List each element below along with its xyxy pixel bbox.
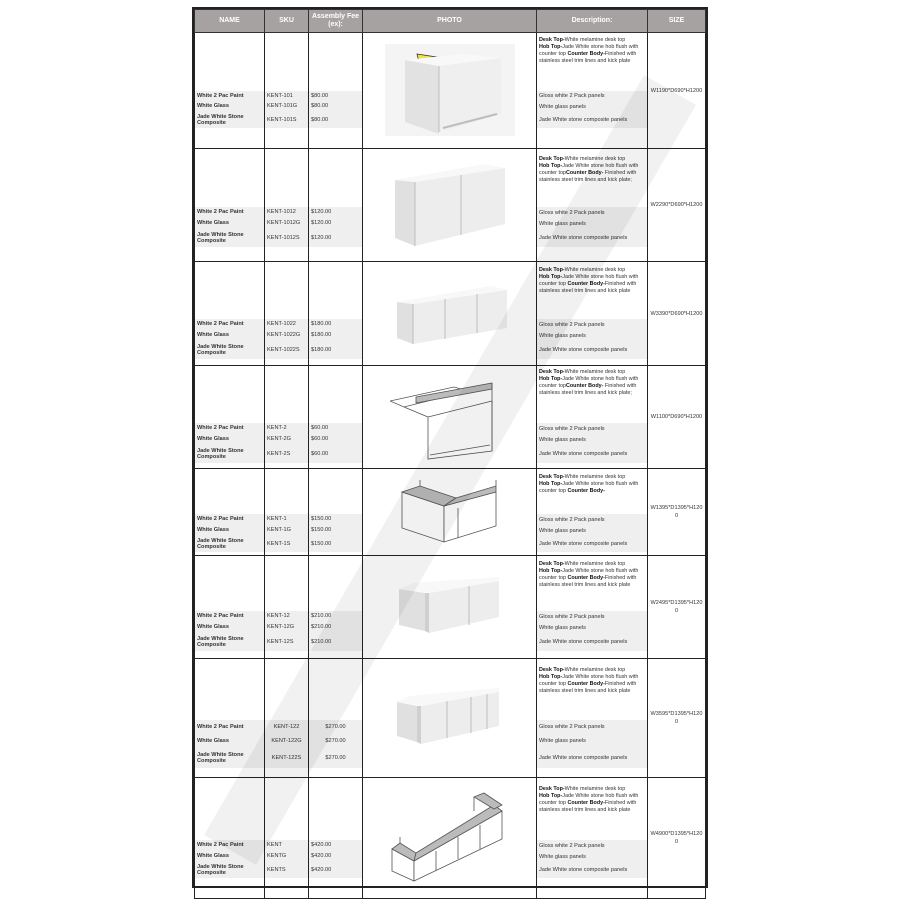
photo-cell xyxy=(363,659,537,778)
desc-text: Jade White stone hob flush with counter top xyxy=(539,793,639,806)
desc-text: Jade White stone hob flush with counter top xyxy=(539,481,639,494)
variant-fee: $120.00 xyxy=(311,220,332,227)
reception-desk-three-panel-rendered-image xyxy=(385,278,515,350)
desc-text: Finished with stainless steel trim lines and kick plate xyxy=(539,681,637,694)
variant-description: White glass panels xyxy=(539,103,586,110)
desc-label: Counter Body- xyxy=(567,51,605,57)
variant-sku: KENT-101S xyxy=(267,116,297,123)
photo-cell xyxy=(363,262,537,366)
variant-description: Jade White stone composite panels xyxy=(539,541,628,547)
desc-text: Finished with stainless steel trim lines and kick plate; xyxy=(539,383,637,396)
size-value: W3390*D690*H1200 xyxy=(650,310,703,317)
desc-label: Desk Top- xyxy=(539,369,565,375)
variant-description: Gloss white 2 Pack panels xyxy=(539,842,605,849)
variant-fee: $120.00 xyxy=(311,209,332,216)
variant-sku: KENT-12S xyxy=(267,638,294,645)
size-value: W1100*D690*H1200 xyxy=(650,414,703,420)
photo-cell xyxy=(363,149,537,262)
desc-label: Counter Body- xyxy=(567,800,605,806)
variant-name: White Glass xyxy=(197,103,230,110)
variant-sku: KENT xyxy=(267,842,282,849)
name-cell xyxy=(195,778,265,899)
size-cell xyxy=(648,33,706,149)
header-size: SIZE xyxy=(648,10,706,33)
desc-label: Hob Top- xyxy=(539,376,563,382)
desc-text: Finished with stainless steel trim lines and kick plate xyxy=(539,575,637,588)
variant-sku: KENT-2 xyxy=(267,425,287,432)
variant-fee: $80.00 xyxy=(311,103,329,110)
description-cell xyxy=(537,469,648,556)
variant-sku: KENT-1022G xyxy=(267,332,301,339)
desc-label: Desk Top- xyxy=(539,37,565,43)
variant-name: Jade White Stone Composite xyxy=(197,751,244,764)
desc-text: Finished with stainless steel trim lines and kick plate xyxy=(539,800,637,813)
variant-name: White Glass xyxy=(197,436,230,443)
variant-name: Jade White Stone Composite xyxy=(197,447,244,460)
variant-sku: KENT-2G xyxy=(267,436,291,443)
variant-fee: $80.00 xyxy=(311,116,329,123)
variant-name: White Glass xyxy=(197,853,230,860)
variant-sku: KENT-12 xyxy=(267,613,290,620)
sku-cell xyxy=(265,33,309,149)
variant-name: White Glass xyxy=(197,527,230,534)
variant-fee: $270.00 xyxy=(325,754,346,761)
desc-label: Desk Top- xyxy=(539,156,565,162)
variant-fee: $120.00 xyxy=(311,234,332,241)
photo-cell xyxy=(363,778,537,899)
desc-label: Hob Top- xyxy=(539,163,563,169)
variant-fee: $150.00 xyxy=(311,540,332,547)
reception-desk-line-drawing-u-shape-image xyxy=(390,791,510,885)
variant-sku: KENT-1G xyxy=(267,527,291,534)
desc-text: White melamine desk top xyxy=(564,786,626,792)
variant-fee: $60.00 xyxy=(311,425,329,432)
variant-name: Jade White Stone Composite xyxy=(197,863,244,876)
sku-cell xyxy=(265,778,309,899)
desc-text: Jade White stone hob flush with counter top xyxy=(539,163,639,176)
variant-fee: $420.00 xyxy=(311,853,332,860)
product-row xyxy=(195,149,706,262)
variant-name: White 2 Pac Paint xyxy=(197,842,244,849)
size-value: W2290*D690*H1200 xyxy=(650,202,703,208)
desc-text: White melamine desk top xyxy=(564,561,626,567)
variant-fee: $150.00 xyxy=(311,516,332,523)
header-description: Description: xyxy=(537,10,648,33)
variant-fee: $420.00 xyxy=(311,866,332,873)
variant-name: White Glass xyxy=(197,624,230,631)
variant-fee: $60.00 xyxy=(311,450,329,457)
variant-description: Gloss white 2 Pack panels xyxy=(539,321,605,328)
name-cell xyxy=(195,149,265,262)
desc-label: Hob Top- xyxy=(539,481,563,487)
desc-label: Hob Top- xyxy=(539,44,563,50)
desc-label: Desk Top- xyxy=(539,561,565,567)
size-cell xyxy=(648,659,706,778)
sku-cell xyxy=(265,149,309,262)
variant-name: White Glass xyxy=(197,332,230,339)
variant-sku: KENT-101 xyxy=(267,92,293,99)
size-cell xyxy=(648,262,706,366)
desc-label: Counter Body- xyxy=(567,681,605,687)
variant-sku: KENT-101G xyxy=(267,103,298,110)
desc-label: Desk Top- xyxy=(539,474,565,480)
size-value: W2495*D1395*H1200 xyxy=(650,600,703,614)
variant-description: White glass panels xyxy=(539,853,586,860)
desc-text: Finished with stainless steel trim lines and kick plate; xyxy=(539,170,637,183)
variant-fee: $80.00 xyxy=(311,92,329,99)
variant-sku: KENT-1S xyxy=(267,540,291,547)
product-row xyxy=(195,33,706,149)
desc-label: Hob Top- xyxy=(539,674,563,680)
header-fee: Assembly Fee (ex): xyxy=(309,10,363,33)
photo-cell xyxy=(363,556,537,659)
variant-description: Jade White stone composite panels xyxy=(539,347,628,353)
desc-label: Desk Top- xyxy=(539,786,565,792)
photo-cell xyxy=(363,366,537,469)
fee-cell xyxy=(309,262,363,366)
photo-cell xyxy=(363,469,537,556)
variant-fee: $180.00 xyxy=(311,332,332,339)
description-cell xyxy=(537,366,648,469)
variant-name: White Glass xyxy=(197,737,230,744)
fee-cell xyxy=(309,659,363,778)
variant-fee: $180.00 xyxy=(311,346,332,353)
table-header-row xyxy=(195,10,706,33)
header-sku: SKU xyxy=(265,10,309,33)
product-price-sheet xyxy=(192,7,708,888)
variant-description: White glass panels xyxy=(539,332,586,339)
fee-cell xyxy=(309,778,363,899)
product-row xyxy=(195,469,706,556)
variant-description: Jade White stone composite panels xyxy=(539,867,628,873)
fee-cell xyxy=(309,33,363,149)
desc-text: White melamine desk top xyxy=(564,667,626,673)
variant-sku: KENT-1022S xyxy=(267,346,300,353)
variant-sku: KENT-1 xyxy=(267,516,287,523)
variant-sku: KENTS xyxy=(267,866,286,873)
variant-description: Jade White stone composite panels xyxy=(539,117,628,123)
desc-text: Finished with stainless steel trim lines and kick plate xyxy=(539,51,637,64)
description-cell xyxy=(537,659,648,778)
variant-description: White glass panels xyxy=(539,527,586,534)
variant-sku: KENT-1012S xyxy=(267,234,300,241)
product-row xyxy=(195,659,706,778)
variant-name: Jade White Stone Composite xyxy=(197,635,244,648)
variant-sku: KENT-122G xyxy=(271,737,302,744)
variant-sku: KENTG xyxy=(267,853,287,860)
desc-text: White melamine desk top xyxy=(564,474,626,480)
variant-description: Jade White stone composite panels xyxy=(539,639,628,645)
variant-description: Gloss white 2 Pack panels xyxy=(539,516,605,523)
variant-description: Gloss white 2 Pack panels xyxy=(539,425,605,432)
variant-sku: KENT-1012G xyxy=(267,220,301,227)
variant-sku: KENT-122S xyxy=(271,754,302,761)
sku-cell xyxy=(265,659,309,778)
variant-description: Jade White stone composite panels xyxy=(539,235,628,241)
variant-description: Jade White stone composite panels xyxy=(539,451,628,457)
size-value: W1395*D1395*H1200 xyxy=(650,505,703,519)
reception-desk-long-l-shape-rendered-image xyxy=(395,686,505,750)
desc-text: Jade White stone hob flush with counter top xyxy=(539,376,639,389)
variant-description: Gloss white 2 Pack panels xyxy=(539,724,605,730)
sku-cell xyxy=(265,469,309,556)
variant-name: White 2 Pac Paint xyxy=(197,516,244,523)
variant-description: White glass panels xyxy=(539,738,586,744)
reception-desk-line-drawing-straight-image xyxy=(390,371,510,463)
desc-text: Jade White stone hob flush with counter top xyxy=(539,274,639,287)
variant-name: Jade White Stone Composite xyxy=(197,537,244,550)
photo-cell xyxy=(363,33,537,149)
variant-fee: $420.00 xyxy=(311,842,332,849)
size-value: W1190*D690*H1200 xyxy=(650,87,703,94)
size-cell xyxy=(648,556,706,659)
variant-name: Jade White Stone Composite xyxy=(197,343,244,356)
size-cell xyxy=(648,778,706,899)
desc-label: Hob Top- xyxy=(539,274,563,280)
fee-cell xyxy=(309,469,363,556)
reception-desk-line-drawing-corner-image xyxy=(400,478,500,546)
variant-name: Jade White Stone Composite xyxy=(197,231,244,244)
variant-name: White 2 Pac Paint xyxy=(197,723,244,730)
sku-cell xyxy=(265,262,309,366)
variant-name: White 2 Pac Paint xyxy=(197,92,244,99)
variant-description: Gloss white 2 Pack panels xyxy=(539,93,605,99)
desc-text: Jade White stone hob flush with counter top xyxy=(539,44,639,57)
desc-label: Counter Body- xyxy=(567,281,605,287)
name-cell xyxy=(195,366,265,469)
variant-name: Jade White Stone Composite xyxy=(197,113,244,126)
name-cell xyxy=(195,556,265,659)
size-value: W4900*D1395*H1200 xyxy=(650,831,703,845)
size-cell xyxy=(648,469,706,556)
size-value: W3595*D1395*H1200 xyxy=(650,711,703,725)
desc-text: Jade White stone hob flush with counter top xyxy=(539,568,639,581)
desc-label: Counter Body- xyxy=(567,488,605,494)
size-cell xyxy=(648,149,706,262)
variant-fee: $270.00 xyxy=(325,723,346,730)
size-cell xyxy=(648,366,706,469)
name-cell xyxy=(195,33,265,149)
variant-sku: KENT-1012 xyxy=(267,209,296,216)
reception-desk-l-shape-rendered-image xyxy=(395,575,505,639)
product-row xyxy=(195,556,706,659)
desc-text: White melamine desk top xyxy=(564,267,626,273)
desc-label: Desk Top- xyxy=(539,267,565,273)
description-cell xyxy=(537,33,648,149)
variant-sku: KENT-2S xyxy=(267,450,291,457)
variant-description: White glass panels xyxy=(539,436,586,443)
variant-name: White 2 Pac Paint xyxy=(197,321,244,328)
variant-description: Jade White stone composite panels xyxy=(539,755,628,761)
fee-cell xyxy=(309,149,363,262)
desc-text: White melamine desk top xyxy=(564,369,626,375)
reception-desk-two-panel-rendered-image xyxy=(385,158,515,252)
desc-label: Counter Body- xyxy=(567,575,605,581)
desc-label: Desk Top- xyxy=(539,667,565,673)
variant-name: White Glass xyxy=(197,220,230,227)
variant-description: White glass panels xyxy=(539,220,586,227)
variant-sku: KENT-1022 xyxy=(267,321,296,328)
desc-text: White melamine desk top xyxy=(564,37,626,43)
desc-text: White melamine desk top xyxy=(564,156,626,162)
name-cell xyxy=(195,659,265,778)
product-row xyxy=(195,262,706,366)
product-table xyxy=(194,9,706,899)
variant-description: White glass panels xyxy=(539,624,586,631)
desc-text: Finished with stainless steel trim lines and kick plate xyxy=(539,281,637,294)
sku-cell xyxy=(265,366,309,469)
variant-fee: $60.00 xyxy=(311,436,329,443)
variant-name: White 2 Pac Paint xyxy=(197,425,244,432)
fee-cell xyxy=(309,366,363,469)
variant-fee: $150.00 xyxy=(311,527,332,534)
name-cell xyxy=(195,262,265,366)
variant-fee: $210.00 xyxy=(311,638,332,645)
header-photo: PHOTO xyxy=(363,10,537,33)
product-row xyxy=(195,366,706,469)
desc-label: Hob Top- xyxy=(539,568,563,574)
variant-fee: $270.00 xyxy=(325,737,346,744)
desc-label: Counter Body- xyxy=(565,383,604,389)
variant-fee: $210.00 xyxy=(311,613,332,620)
variant-description: Gloss white 2 Pack panels xyxy=(539,209,605,216)
variant-fee: $180.00 xyxy=(311,321,332,328)
product-row xyxy=(195,778,706,899)
desc-text: Jade White stone hob flush with counter top xyxy=(539,674,639,687)
reception-desk-small-rendered-image xyxy=(385,44,515,138)
variant-fee: $210.00 xyxy=(311,624,332,631)
description-cell xyxy=(537,556,648,659)
description-cell xyxy=(537,778,648,899)
variant-description: Gloss white 2 Pack panels xyxy=(539,613,605,620)
variant-name: White 2 Pac Paint xyxy=(197,209,244,216)
sku-cell xyxy=(265,556,309,659)
fee-cell xyxy=(309,556,363,659)
variant-sku: KENT-12G xyxy=(267,624,295,631)
desc-label: Hob Top- xyxy=(539,793,563,799)
desc-label: Counter Body- xyxy=(565,170,604,176)
name-cell xyxy=(195,469,265,556)
variant-name: White 2 Pac Paint xyxy=(197,613,244,620)
variant-sku: KENT-122 xyxy=(273,723,300,730)
header-name: NAME xyxy=(195,10,265,33)
description-cell xyxy=(537,262,648,366)
description-cell xyxy=(537,149,648,262)
